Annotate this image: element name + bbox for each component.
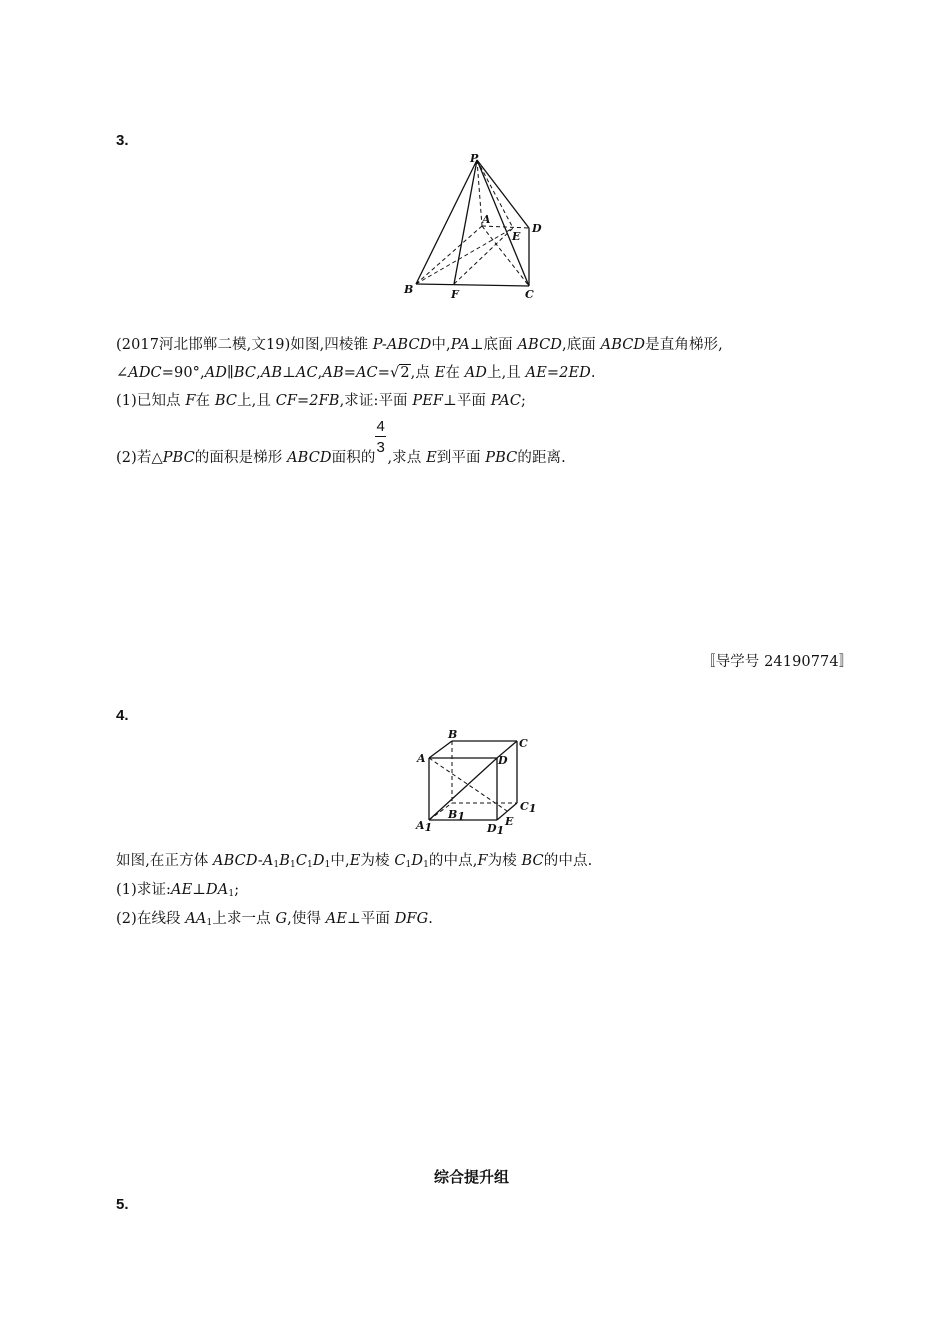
label-C: C [525,288,534,301]
problem-4-number: 4. [116,707,129,724]
label-D1: D1 [487,822,505,837]
label-A: A [482,213,491,226]
label-D: D [532,222,542,235]
label-B: B [448,728,458,741]
label-E: E [505,815,514,828]
problem-4-part-1: (1)求证$:AE\perp DA_1$; [116,882,240,899]
pyramid-figure [398,148,548,304]
label-B: B [404,283,414,296]
problem-3-line-2: ∠ADC=90°,AD∥BC,AB⊥AC,AB=AC=√2,点 E在 AD上,且 AE=2ED. [116,365,596,381]
reference-number: 〚导学号 24190774〛 [701,654,854,670]
fraction-4-3: $\frac{4}{3}$ [376,418,385,456]
problem-5-number: 5. [116,1196,129,1213]
section-title: 综合提升组 [434,1169,510,1186]
label-A: A [417,752,426,765]
label-C1: C1 [520,800,537,815]
label-D: D [498,754,508,767]
problem-4-part-2: (2)在线段 $AA_1$上求一点 G,使得 AE⊥平面 DFG. [116,911,433,928]
label-P: P [470,152,479,165]
problem-3-part-2: (2)若△PBC的面积是梯形 ABCD面积的 $\frac{4}{3}$ ,求点 E到平面 PBC的距离. [116,418,566,466]
problem-3-part-1: (1)已知点 F在 BC上,且 CF=2FB,求证:平面 PEF⊥平面 PAC; [116,393,527,409]
label-C: C [519,737,528,750]
label-E: E [512,230,521,243]
problem-3-line-1: (2017河北邯郸二模,文19)如图,四棱锥 P-ABCD中,PA⊥底面 ABCD,底面 ABCD是直角梯形, [116,337,723,353]
cube-figure [410,726,542,838]
sqrt-2: √2 [389,365,410,381]
label-B1: B1 [448,808,465,823]
problem-4-line-1: 如图,在正方体 ABCD-$A_1B_1C_1D_1$中,E为棱 $C_1D_1$的中点,F为棱 BC的中点. [116,853,593,870]
label-A1: A1 [416,819,433,834]
problem-3-number: 3. [116,132,129,149]
label-F: F [451,288,459,301]
